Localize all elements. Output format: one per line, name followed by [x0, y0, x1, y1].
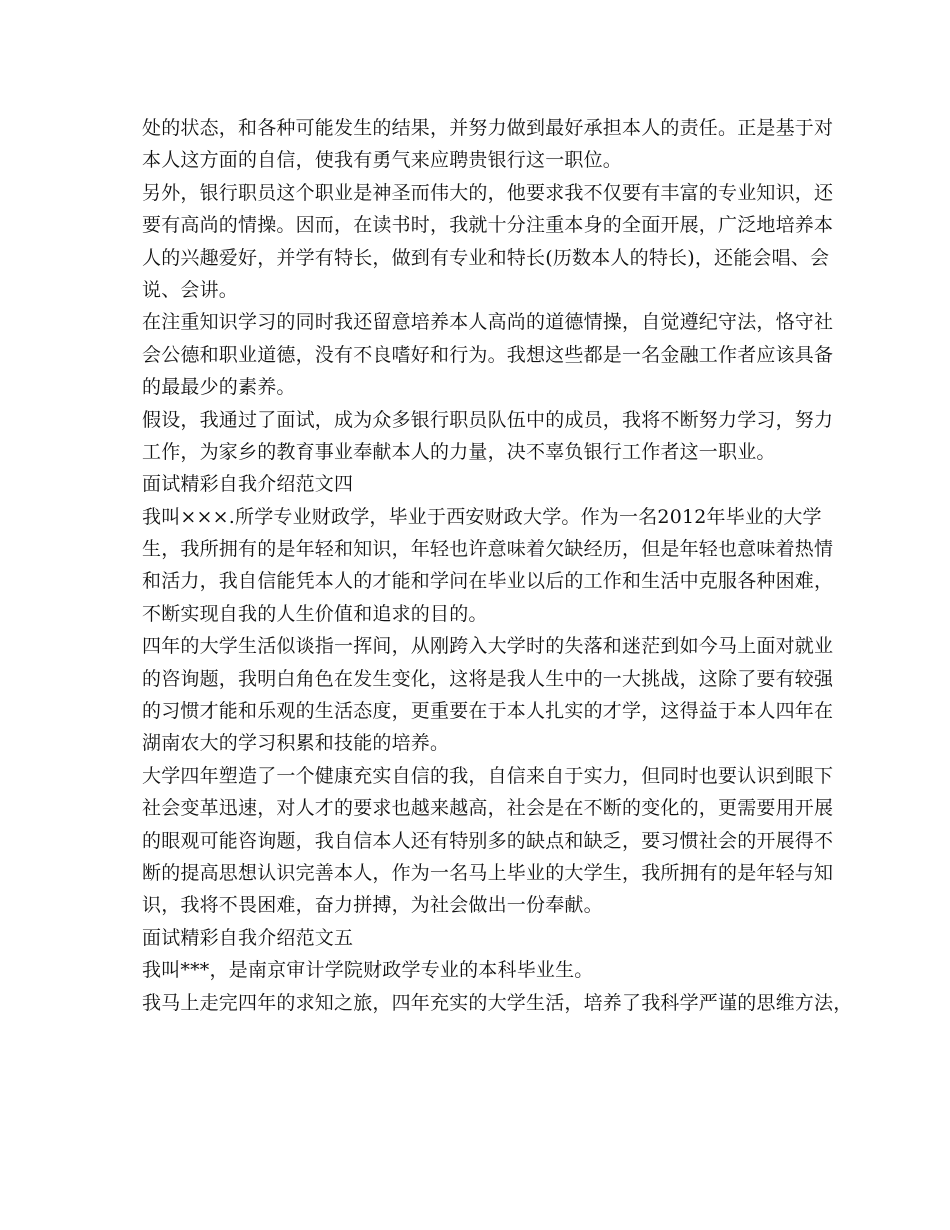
- text-line: 湖南农大的学习积累和技能的培养。: [142, 732, 450, 755]
- text-line: 本人这方面的自信，使我有勇气来应聘贵银行这一职位。: [142, 149, 623, 172]
- section-heading: 面试精彩自我介绍范文五: [142, 926, 354, 949]
- text-line: 的习惯才能和乐观的生活态度，更重要在于本人扎实的才学，这得益于本人四年在: [142, 700, 834, 723]
- text-line: 的最最少的素养。: [142, 376, 296, 399]
- text-line: 识，我将不畏困难，奋力拼搏，为社会做出一份奉献。: [142, 894, 603, 917]
- text-line: 说、会讲。: [142, 278, 239, 301]
- text-line: 的咨询题，我明白角色在发生变化，这将是我人生中的一大挑战，这除了要有较强: [142, 667, 834, 690]
- text-line: 我叫×××.所学专业财政学，毕业于西安财政大学。作为一名2012年毕业的大学: [142, 505, 822, 528]
- text-line: 会公德和职业道德，没有不良嗜好和行为。我想这些都是一名金融工作者应该具备: [142, 343, 834, 366]
- text-line: 社会变革迅速，对人才的要求也越来越高，社会是在不断的变化的，更需要用开展: [142, 797, 834, 820]
- text-line: 生，我所拥有的是年轻和知识，年轻也许意味着欠缺经历，但是年轻也意味着热情: [142, 538, 834, 561]
- text-line: 大学四年塑造了一个健康充实自信的我，自信来自于实力，但同时也要认识到眼下: [142, 764, 834, 787]
- text-line: 我马上走完四年的求知之旅，四年充实的大学生活，培养了我科学严谨的思维方法，: [142, 991, 853, 1014]
- text-line: 在注重知识学习的同时我还留意培养本人高尚的道德情操，自觉遵纪守法，恪守社: [142, 311, 834, 334]
- text-line: 工作，为家乡的教育事业奉献本人的力量，决不辜负银行工作者这一职业。: [142, 440, 776, 463]
- text-line: 不断实现自我的人生价值和追求的目的。: [142, 602, 488, 625]
- text-line: 和活力，我自信能凭本人的才能和学问在毕业以后的工作和生活中克服各种困难，: [142, 570, 834, 593]
- text-line: 我叫***，是南京审计学院财政学专业的本科毕业生。: [142, 959, 594, 982]
- section-heading: 面试精彩自我介绍范文四: [142, 473, 354, 496]
- text-line: 假设，我通过了面试，成为众多银行职员队伍中的成员，我将不断努力学习，努力: [142, 408, 834, 431]
- text-line: 四年的大学生活似谈指一挥间，从刚跨入大学时的失落和迷茫到如今马上面对就业: [142, 635, 834, 658]
- text-line: 要有高尚的情操。因而，在读书时，我就十分注重本身的全面开展，广泛地培养本: [142, 214, 834, 237]
- document-body: [142, 112, 853, 1019]
- text-line: 人的兴趣爱好，并学有特长，做到有专业和特长(历数本人的特长)，还能会唱、会: [142, 246, 830, 269]
- text-line: 的眼观可能咨询题，我自信本人还有特别多的缺点和缺乏，要习惯社会的开展得不: [142, 829, 834, 852]
- text-line: 处的状态，和各种可能发生的结果，并努力做到最好承担本人的责任。正是基于对: [142, 117, 834, 139]
- text-line: 另外，银行职员这个职业是神圣而伟大的，他要求我不仅要有丰富的专业知识，还: [142, 181, 834, 204]
- text-line: 断的提高思想认识完善本人，作为一名马上毕业的大学生，我所拥有的是年轻与知: [142, 861, 834, 884]
